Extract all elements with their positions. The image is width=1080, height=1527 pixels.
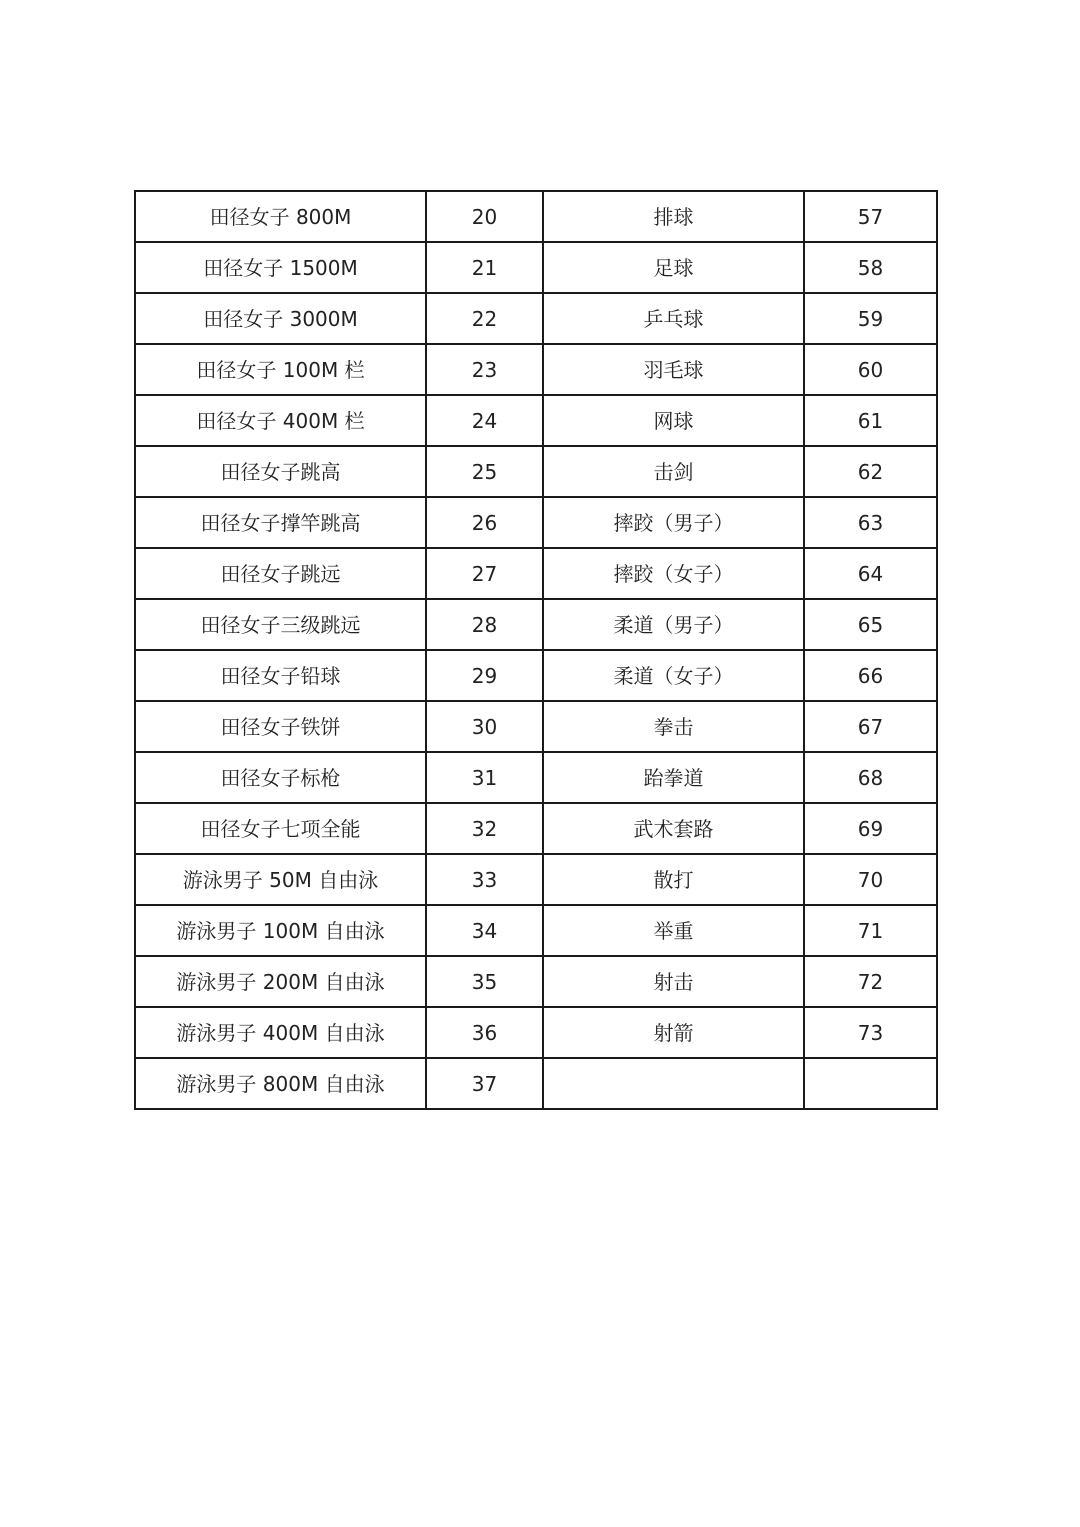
right-event-cell: 排球 xyxy=(543,191,804,242)
right-event-cell: 击剑 xyxy=(543,446,804,497)
left-event-cell: 游泳男子 50M 自由泳 xyxy=(135,854,426,905)
left-number-cell: 36 xyxy=(426,1007,543,1058)
left-number-cell: 33 xyxy=(426,854,543,905)
right-number-cell: 69 xyxy=(804,803,937,854)
right-number-cell: 62 xyxy=(804,446,937,497)
table-row xyxy=(135,599,937,650)
right-number-cell: 70 xyxy=(804,854,937,905)
table-row xyxy=(135,701,937,752)
left-event-cell: 游泳男子 200M 自由泳 xyxy=(135,956,426,1007)
right-number-cell: 61 xyxy=(804,395,937,446)
left-number-cell: 27 xyxy=(426,548,543,599)
left-number-cell: 22 xyxy=(426,293,543,344)
right-number-cell: 68 xyxy=(804,752,937,803)
table-row xyxy=(135,242,937,293)
table-row xyxy=(135,854,937,905)
right-event-cell: 摔跤（男子） xyxy=(543,497,804,548)
left-number-cell: 29 xyxy=(426,650,543,701)
right-number-cell: 57 xyxy=(804,191,937,242)
left-number-cell: 25 xyxy=(426,446,543,497)
right-number-cell: 60 xyxy=(804,344,937,395)
right-number-cell: 59 xyxy=(804,293,937,344)
table-row xyxy=(135,344,937,395)
left-number-cell: 34 xyxy=(426,905,543,956)
left-event-cell: 田径女子七项全能 xyxy=(135,803,426,854)
right-number-cell: 58 xyxy=(804,242,937,293)
right-event-cell: 射箭 xyxy=(543,1007,804,1058)
table-row xyxy=(135,293,937,344)
right-number-cell xyxy=(804,1058,937,1109)
right-number-cell: 71 xyxy=(804,905,937,956)
left-event-cell: 田径女子 100M 栏 xyxy=(135,344,426,395)
right-event-cell: 武术套路 xyxy=(543,803,804,854)
table-row xyxy=(135,1058,937,1109)
table-row xyxy=(135,650,937,701)
left-number-cell: 37 xyxy=(426,1058,543,1109)
right-number-cell: 72 xyxy=(804,956,937,1007)
table-row xyxy=(135,803,937,854)
left-number-cell: 23 xyxy=(426,344,543,395)
right-event-cell: 网球 xyxy=(543,395,804,446)
table-row xyxy=(135,497,937,548)
events-table xyxy=(134,190,938,1110)
right-event-cell: 羽毛球 xyxy=(543,344,804,395)
right-number-cell: 66 xyxy=(804,650,937,701)
right-number-cell: 73 xyxy=(804,1007,937,1058)
left-event-cell: 田径女子标枪 xyxy=(135,752,426,803)
left-event-cell: 田径女子 800M xyxy=(135,191,426,242)
right-event-cell: 柔道（女子） xyxy=(543,650,804,701)
table-row xyxy=(135,191,937,242)
table-row xyxy=(135,752,937,803)
left-event-cell: 田径女子三级跳远 xyxy=(135,599,426,650)
right-number-cell: 67 xyxy=(804,701,937,752)
table-row xyxy=(135,395,937,446)
right-number-cell: 64 xyxy=(804,548,937,599)
left-event-cell: 田径女子 3000M xyxy=(135,293,426,344)
right-event-cell: 足球 xyxy=(543,242,804,293)
left-number-cell: 20 xyxy=(426,191,543,242)
left-event-cell: 游泳男子 100M 自由泳 xyxy=(135,905,426,956)
table-row xyxy=(135,956,937,1007)
left-number-cell: 24 xyxy=(426,395,543,446)
right-event-cell: 摔跤（女子） xyxy=(543,548,804,599)
left-number-cell: 35 xyxy=(426,956,543,1007)
table-row xyxy=(135,905,937,956)
right-event-cell: 拳击 xyxy=(543,701,804,752)
left-number-cell: 30 xyxy=(426,701,543,752)
table-row xyxy=(135,446,937,497)
right-number-cell: 65 xyxy=(804,599,937,650)
left-number-cell: 28 xyxy=(426,599,543,650)
left-event-cell: 游泳男子 800M 自由泳 xyxy=(135,1058,426,1109)
right-event-cell: 散打 xyxy=(543,854,804,905)
left-number-cell: 21 xyxy=(426,242,543,293)
left-number-cell: 26 xyxy=(426,497,543,548)
left-event-cell: 田径女子跳高 xyxy=(135,446,426,497)
right-event-cell: 射击 xyxy=(543,956,804,1007)
left-event-cell: 田径女子跳远 xyxy=(135,548,426,599)
table-row xyxy=(135,548,937,599)
right-event-cell: 柔道（男子） xyxy=(543,599,804,650)
right-event-cell: 跆拳道 xyxy=(543,752,804,803)
events-table-body xyxy=(135,191,937,1109)
left-event-cell: 田径女子 400M 栏 xyxy=(135,395,426,446)
right-event-cell: 乒乓球 xyxy=(543,293,804,344)
right-event-cell xyxy=(543,1058,804,1109)
table-row xyxy=(135,1007,937,1058)
left-event-cell: 田径女子 1500M xyxy=(135,242,426,293)
left-number-cell: 31 xyxy=(426,752,543,803)
right-event-cell: 举重 xyxy=(543,905,804,956)
right-number-cell: 63 xyxy=(804,497,937,548)
left-event-cell: 游泳男子 400M 自由泳 xyxy=(135,1007,426,1058)
left-event-cell: 田径女子撑竿跳高 xyxy=(135,497,426,548)
left-event-cell: 田径女子铁饼 xyxy=(135,701,426,752)
left-event-cell: 田径女子铅球 xyxy=(135,650,426,701)
left-number-cell: 32 xyxy=(426,803,543,854)
